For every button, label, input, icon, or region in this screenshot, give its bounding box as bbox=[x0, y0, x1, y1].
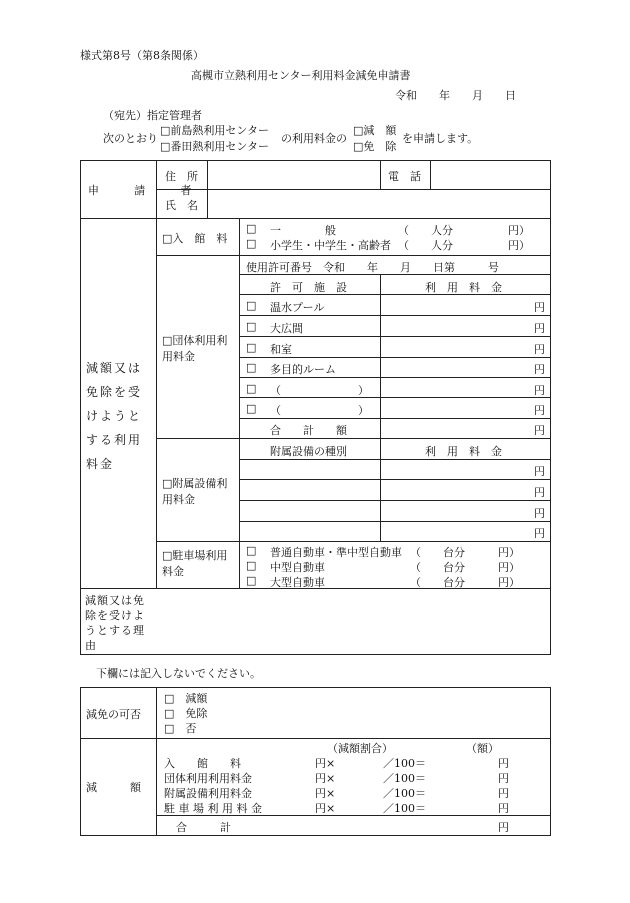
equipment-row-yen: 円 bbox=[534, 527, 545, 540]
equipment-row-yen: 円 bbox=[534, 507, 545, 520]
parking-large-count[interactable]: （ 台分 円） bbox=[410, 576, 520, 589]
group-row-name: 温水プール bbox=[270, 301, 325, 314]
group-row-yen: 円 bbox=[534, 384, 545, 397]
applicant-label: 申 請 者 bbox=[88, 184, 204, 197]
group-row-name: 和室 bbox=[270, 343, 292, 356]
group-row-name[interactable]: （ ） bbox=[270, 404, 369, 417]
reduction-row-yen[interactable]: 円× bbox=[315, 787, 336, 800]
admission-general-label: 一 般 bbox=[270, 224, 336, 237]
reason-label: 減額又は免除を受けようとする理由 bbox=[85, 594, 145, 652]
group-row-checkbox[interactable]: □ bbox=[246, 320, 257, 333]
admission-label[interactable]: □入 館 料 bbox=[162, 232, 228, 245]
name-label: 氏 名 bbox=[165, 199, 198, 212]
reduction-row-yen[interactable]: 円× bbox=[315, 802, 336, 815]
equipment-row-yen: 円 bbox=[534, 465, 545, 478]
option-exempt[interactable]: □免 除 bbox=[353, 140, 397, 153]
group-row-checkbox[interactable]: □ bbox=[246, 402, 257, 415]
reduction-row-ratio[interactable]: ／100＝ bbox=[383, 757, 426, 770]
parking-large-checkbox[interactable]: □ bbox=[246, 574, 257, 587]
group-total-label: 合 計 額 bbox=[270, 424, 347, 437]
facility-option-banda[interactable]: □番田熱利用センター bbox=[160, 140, 269, 153]
permit-number[interactable]: 使用許可番号 令和 年 月 日第 号 bbox=[246, 261, 499, 274]
form-number: 様式第8号（第8条関係） bbox=[80, 49, 204, 62]
reduction-total-label: 合 計 bbox=[176, 821, 231, 834]
addressee: （宛先）指定管理者 bbox=[103, 109, 202, 122]
address-label: 住 所 bbox=[165, 170, 198, 183]
reduction-row-amount[interactable]: 円 bbox=[498, 787, 509, 800]
parking-medium-count[interactable]: （ 台分 円） bbox=[410, 561, 520, 574]
group-row-yen: 円 bbox=[534, 404, 545, 417]
date-line[interactable]: 令和 年 月 日 bbox=[395, 89, 516, 102]
group-row-yen: 円 bbox=[534, 343, 545, 356]
reduction-row-name: 駐 車 場 利 用 料 金 bbox=[164, 802, 262, 815]
reduction-col-rate: （減額割合） bbox=[327, 742, 393, 755]
parking-medium-label: 中型自動車 bbox=[270, 561, 325, 574]
decision-deny-checkbox[interactable]: □ 否 bbox=[164, 722, 197, 735]
admission-child-label: 小学生・中学生・高齢者 bbox=[270, 239, 391, 252]
reduction-total-yen[interactable]: 円 bbox=[498, 821, 509, 834]
decision-reduce-checkbox[interactable]: □ 減額 bbox=[164, 692, 208, 705]
address-field[interactable] bbox=[210, 164, 378, 186]
parking-label[interactable]: □駐車場利用料金 bbox=[162, 549, 228, 578]
reduction-row-ratio[interactable]: ／100＝ bbox=[383, 787, 426, 800]
reduction-row-name: 団体利用利用料金 bbox=[164, 772, 252, 785]
parking-standard-count[interactable]: （ 台分 円） bbox=[410, 546, 520, 559]
office-use-note: 下欄には記入しないでください。 bbox=[96, 667, 261, 680]
group-row-yen: 円 bbox=[534, 322, 545, 335]
group-total-yen: 円 bbox=[534, 424, 545, 437]
reduction-row-amount[interactable]: 円 bbox=[498, 757, 509, 770]
reduction-col-amount: （額） bbox=[466, 742, 499, 755]
parking-large-label: 大型自動車 bbox=[270, 576, 325, 589]
admission-general-checkbox[interactable]: □ bbox=[246, 222, 257, 235]
group-row-checkbox[interactable]: □ bbox=[246, 361, 257, 374]
parking-standard-checkbox[interactable]: □ bbox=[246, 544, 257, 557]
equipment-row-yen: 円 bbox=[534, 486, 545, 499]
phone-field[interactable] bbox=[433, 164, 548, 186]
group-use-label[interactable]: □団体利用利用料金 bbox=[162, 334, 228, 363]
group-row-yen: 円 bbox=[534, 301, 545, 314]
admission-general-count[interactable]: （ 人分 円） bbox=[398, 224, 530, 237]
group-row-yen: 円 bbox=[534, 363, 545, 376]
group-col-fee: 利 用 料 金 bbox=[425, 281, 502, 294]
intro-prefix: 次のとおり bbox=[103, 132, 158, 145]
fee-section-label: 減額又は免除を受けようとする利用料金 bbox=[86, 361, 143, 471]
group-col-facility: 許 可 施 設 bbox=[270, 281, 347, 294]
reduction-row-ratio[interactable]: ／100＝ bbox=[383, 802, 426, 815]
reason-field[interactable] bbox=[160, 592, 548, 650]
admission-child-checkbox[interactable]: □ bbox=[246, 237, 257, 250]
group-row-name: 多目的ルーム bbox=[270, 363, 336, 376]
phone-label: 電 話 bbox=[388, 170, 421, 183]
intro-suffix: を申請します。 bbox=[402, 132, 479, 145]
equipment-col-fee: 利 用 料 金 bbox=[425, 445, 502, 458]
facility-option-maeshima[interactable]: □前島熱利用センター bbox=[160, 124, 269, 137]
decision-exempt-checkbox[interactable]: □ 免除 bbox=[164, 707, 208, 720]
reduction-row-name: 附属設備利用料金 bbox=[164, 787, 252, 800]
reduction-row-ratio[interactable]: ／100＝ bbox=[383, 772, 426, 785]
group-row-checkbox[interactable]: □ bbox=[246, 382, 257, 395]
name-field[interactable] bbox=[210, 193, 548, 215]
parking-medium-checkbox[interactable]: □ bbox=[246, 559, 257, 572]
admission-child-count[interactable]: （ 人分 円） bbox=[398, 239, 530, 252]
group-row-name: 大広間 bbox=[270, 322, 303, 335]
intro-mid: の利用料金の bbox=[281, 132, 347, 145]
option-reduce[interactable]: □減 額 bbox=[353, 124, 397, 137]
group-row-name[interactable]: （ ） bbox=[270, 384, 369, 397]
equipment-label[interactable]: □附属設備利用料金 bbox=[162, 477, 228, 506]
group-row-checkbox[interactable]: □ bbox=[246, 341, 257, 354]
group-row-checkbox[interactable]: □ bbox=[246, 299, 257, 312]
reduction-row-amount[interactable]: 円 bbox=[498, 802, 509, 815]
reduction-row-yen[interactable]: 円× bbox=[315, 772, 336, 785]
reduction-row-yen[interactable]: 円× bbox=[315, 757, 336, 770]
equipment-col-type: 附属設備の種別 bbox=[270, 445, 347, 458]
decision-label: 減免の可否 bbox=[86, 708, 141, 721]
reduction-label: 減 額 bbox=[86, 781, 141, 794]
reduction-row-name: 入 館 料 bbox=[164, 757, 241, 770]
reduction-row-amount[interactable]: 円 bbox=[498, 772, 509, 785]
form-title: 高槻市立熱利用センター利用料金減免申請書 bbox=[191, 69, 411, 82]
parking-standard-label: 普通自動車・準中型自動車 bbox=[270, 546, 402, 559]
